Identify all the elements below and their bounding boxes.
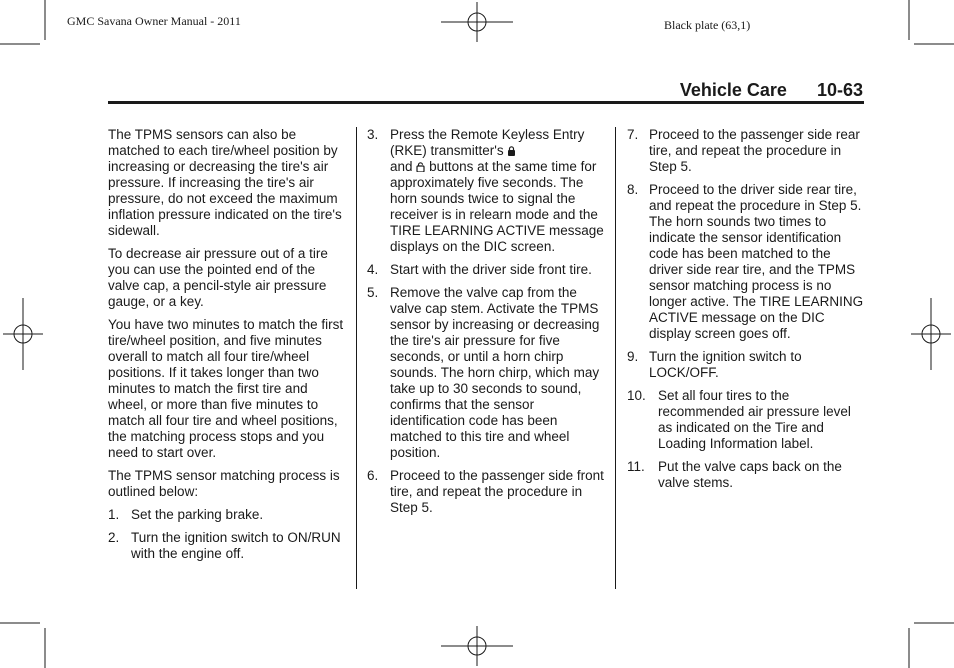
list-item	[367, 285, 605, 461]
plate-label: Black plate (63,1)	[664, 18, 751, 32]
step-text: Proceed to the passenger side front tire, and repeat the procedure in Step 5.	[390, 468, 604, 515]
paragraph: The TPMS sensors can also be matched to each tire/wheel position by increasing or decreasing the tire's air pressure. If increasing the tire's air pressure, do not exceed the maximum inflation pressure indicated on the tire's sidewall.	[108, 127, 342, 238]
lock-icon	[507, 146, 516, 156]
step-text: Remove the valve cap from the valve cap stem. Activate the TPMS sensor by increasing or decreasing the tire's air pressure for five seconds, or until a horn chirp sounds. The horn chirp, which may take up to 30 seconds to sound, confirms that the sensor identification code has been matched to this tire and wheel position.	[390, 285, 600, 460]
paragraph: The TPMS sensor matching process is outlined below:	[108, 468, 340, 499]
step-text	[390, 127, 605, 255]
step-text-part: buttons at the same time for approximately five seconds. The horn sounds twice to signal the receiver is in relearn mode and the TIRE LEARNING ACTIVE message displays on the DIC screen.	[390, 159, 604, 254]
list-item	[367, 262, 605, 278]
list-item	[367, 468, 605, 516]
column-3	[627, 127, 865, 498]
step-text-part: and	[390, 159, 413, 174]
step-text: Put the valve caps back on the valve stems.	[658, 459, 842, 490]
step-text: Proceed to the passenger side rear tire, and repeat the procedure in Step 5.	[649, 127, 860, 174]
section-title: Vehicle Care	[679, 80, 787, 100]
step-number: 2.	[108, 530, 120, 545]
list-item	[627, 459, 865, 491]
list-item	[627, 349, 865, 381]
list-item	[108, 507, 348, 523]
list-item	[367, 127, 605, 255]
list-item	[108, 530, 348, 562]
list-item	[627, 182, 865, 342]
step-number: 7.	[627, 127, 639, 142]
list-item	[627, 388, 865, 452]
paragraph: You have two minutes to match the first tire/wheel position, and five minutes overall to match all four tire/wheel positions. If it takes longer than two minutes to match the first tire and wheel, or more than five minutes to match all four tire and wheel positions, the matching process stops and you need to start over.	[108, 317, 344, 460]
column-1	[108, 127, 348, 569]
step-text: Set the parking brake.	[131, 507, 264, 522]
step-number: 9.	[627, 349, 639, 364]
column-divider	[615, 127, 616, 589]
step-number: 6.	[367, 468, 379, 483]
step-number: 8.	[627, 182, 639, 197]
page-header	[620, 80, 863, 101]
step-text: Set all four tires to the recommended air pressure level as indicated on the Tire and Loading Information label.	[658, 388, 851, 451]
step-text: Start with the driver side front tire.	[390, 262, 592, 277]
step-number: 4.	[367, 262, 379, 277]
paragraph: To decrease air pressure out of a tire you can use the pointed end of the valve cap, a pencil-style air pressure gauge, or a key.	[108, 246, 328, 309]
header-rule	[108, 101, 864, 104]
list-item	[627, 127, 865, 175]
step-number: 1.	[108, 507, 120, 522]
step-number: 10.	[627, 388, 646, 403]
column-2	[367, 127, 605, 523]
step-text: Turn the ignition switch to ON/RUN with the engine off.	[131, 530, 341, 561]
step-number: 3.	[367, 127, 379, 142]
column-divider	[356, 127, 357, 589]
step-number: 11.	[627, 459, 645, 474]
step-number: 5.	[367, 285, 379, 300]
manual-title: GMC Savana Owner Manual - 2011	[67, 14, 241, 28]
unlock-icon	[416, 162, 425, 172]
page-number: 10-63	[816, 80, 863, 100]
step-text-part: Press the Remote Keyless Entry (RKE) transmitter's	[390, 127, 585, 158]
step-text: Turn the ignition switch to LOCK/OFF.	[649, 349, 802, 380]
step-text: Proceed to the driver side rear tire, and repeat the procedure in Step 5. The horn sounds two times to indicate the sensor identification code has been matched to the driver side rear tire, and the TPMS sensor matching process is no longer active. The TIRE LEARNING ACTIVE message on the DIC display screen goes off.	[649, 182, 864, 341]
